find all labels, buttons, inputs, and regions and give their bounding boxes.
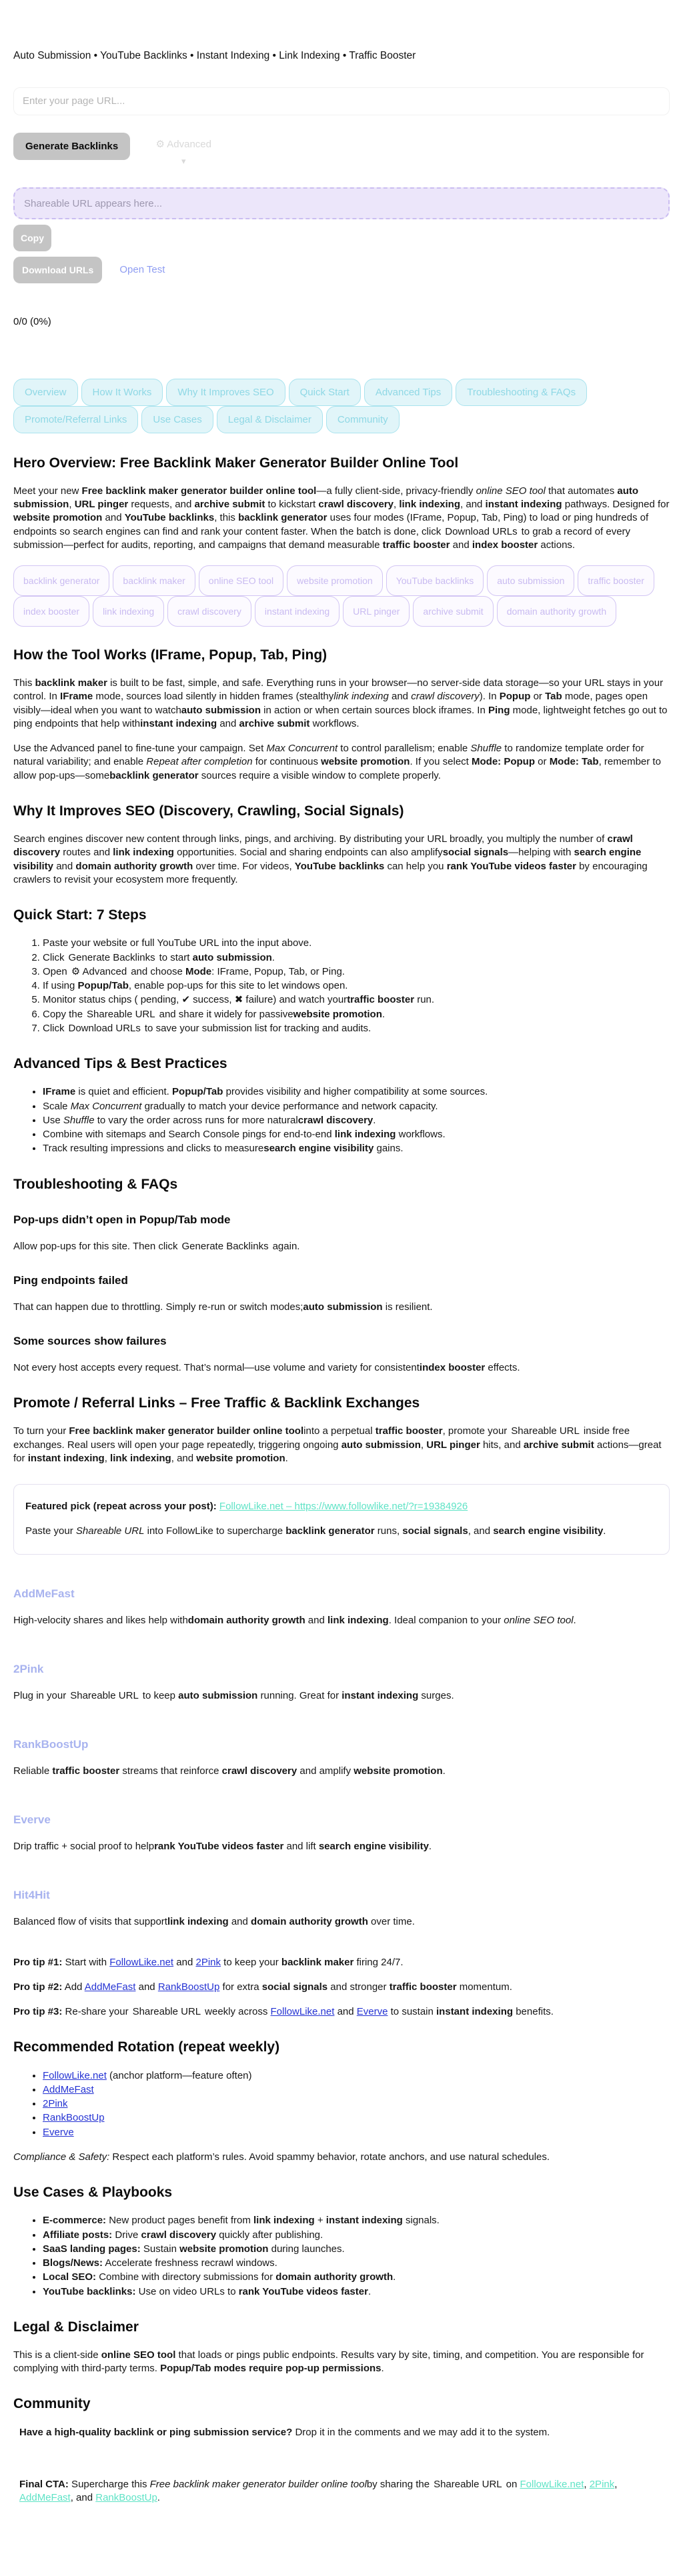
faq-heading: Troubleshooting & FAQs: [13, 1176, 178, 1192]
referral-description: Reliable traffic booster streams that reinforce crawl discovery and amplify website promotion.: [13, 1765, 446, 1777]
referral-link-2pink[interactable]: 2Pink: [13, 1662, 44, 1675]
faq-question-1: Pop-ups didn’t open in Popup/Tab mode: [13, 1213, 231, 1226]
featured-pick-box: [13, 1484, 670, 1555]
inline-link[interactable]: 2Pink: [589, 2478, 615, 2490]
use-case: • SaaS landing pages: Sustain website promotion during launches.: [43, 2243, 670, 2256]
hero-paragraph: Meet your new Free backlink maker generator builder online tool—a fully client-side, privacy-friendly online SEO tool that automates auto submission, URL pinger requests, and archive submit to kickstart crawl discovery, link indexing, and instant indexing pathways. Designed for website promotion and YouTube backlinks, this backlink generator uses four modes (IFrame, Popup, Tab, Ping) to load or ping hundreds of endpoints so search engines can find and rank your content faster. When the batch is done, click Download URLs to grab a record of every submission—perfect for audits, reporting, and campaigns that demand measurable traffic booster and index booster actions.: [13, 485, 670, 551]
referral-link-addmefast[interactable]: AddMeFast: [13, 1587, 75, 1600]
rotation-list: [13, 2069, 670, 2139]
section-nav-chip[interactable]: Promote/Referral Links: [13, 406, 138, 433]
hero-heading: Hero Overview: Free Backlink Maker Generator Builder Online Tool: [13, 455, 459, 471]
inline-link[interactable]: 2Pink: [195, 1956, 221, 1968]
rotation-item: [43, 2111, 670, 2125]
keyword-chip: backlink maker: [113, 565, 195, 596]
section-nav-chip[interactable]: Why It Improves SEO: [166, 379, 285, 406]
advanced-tip: • Use Shuffle to vary the order across runs for more naturalcrawl discovery.: [43, 1114, 670, 1127]
promote-paragraph: To turn your Free backlink maker generator builder online toolinto a perpetual traffic booster, promote your Shareable URL inside free exchanges. Real users will open your page repeatedly, triggering ongoing auto submission, URL pinger hits, and archive submit actions—great for instant indexing, link indexing, and website promotion.: [13, 1425, 662, 1464]
referral-description: Drip traffic + social proof to helprank YouTube videos faster and lift search engine visibility.: [13, 1841, 432, 1853]
quick-start-step: 7. Click Download URLs to save your submission list for tracking and audits.: [43, 1022, 670, 1035]
use-case: • YouTube backlinks: Use on video URLs to rank YouTube videos faster.: [43, 2285, 670, 2299]
faq-question-3: Some sources show failures: [13, 1335, 167, 1348]
inline-link[interactable]: RankBoostUp: [157, 1981, 220, 1993]
final-cta: Final CTA: Supercharge this Free backlink maker generator builder online toolby sharing the Shareable URL on FollowLike.net, 2Pink, AddMeFast, and RankBoostUp.: [19, 2478, 618, 2504]
community-heading: Community: [13, 2396, 91, 2412]
section-nav-chip[interactable]: Community: [326, 406, 400, 433]
rotation-heading: Recommended Rotation (repeat weekly): [13, 2039, 280, 2055]
keyword-chip: domain authority growth: [497, 596, 616, 627]
section-nav-chip[interactable]: Overview: [13, 379, 78, 406]
inline-link[interactable]: FollowLike.net: [520, 2478, 584, 2490]
legal-paragraph: This is a client-side online SEO tool that loads or pings public endpoints. Results vary by site, timing, and competition. You are responsible for complying with third-party terms. Popup/Tab modes require pop-up permissions.: [13, 2349, 644, 2375]
keyword-chip: traffic booster: [578, 565, 654, 596]
gear-icon-label: ⚙ Advanced: [155, 138, 211, 150]
how-paragraph-1: This backlink maker is built to be fast, simple, and safe. Everything runs in your browser—no server-side data storage—so your URL stays in your control. In IFrame mode, sources load silently in hidden frames (stealthylink indexing and crawl discovery). In Popup or Tab mode, pages open visibly—ideal when you want to watchauto submission in action or when certain sources block iframes. In Ping mode, lightweight fetches go out to ping endpoints that help withinstant indexing and archive submit workflows.: [13, 677, 668, 729]
keyword-chip: YouTube backlinks: [386, 565, 484, 596]
section-nav-chip[interactable]: How It Works: [81, 379, 163, 406]
keyword-chip: link indexing: [93, 596, 164, 627]
keyword-chip: URL pinger: [343, 596, 410, 627]
quick-start-step: 4. If using Popup/Tab, enable pop-ups for this site to let windows open.: [43, 979, 670, 993]
use-case: • E-commerce: New product pages benefit from link indexing + instant indexing signals.: [43, 2214, 670, 2227]
feature-tagline: Auto Submission • YouTube Backlinks • Instant Indexing • Link Indexing • Traffic Booster: [13, 50, 416, 61]
inline-link[interactable]: FollowLike.net: [270, 2006, 335, 2018]
keyword-chip: auto submission: [487, 565, 574, 596]
generate-backlinks-button[interactable]: Generate Backlinks: [13, 133, 130, 160]
keyword-chip: crawl discovery: [167, 596, 251, 627]
section-nav-chip[interactable]: Advanced Tips: [364, 379, 452, 406]
pro-tips: [13, 1956, 670, 2019]
referral-link-everve[interactable]: Everve: [13, 1813, 51, 1827]
use-cases-list: [13, 2214, 670, 2299]
advanced-tip: • Scale Max Concurrent gradually to match your device performance and network capacity.: [43, 1100, 670, 1113]
quick-start-list: [13, 937, 670, 1035]
keyword-chip: backlink generator: [13, 565, 109, 596]
faq-question-2: Ping endpoints failed: [13, 1273, 128, 1287]
advanced-tip: • Combine with sitemaps and Search Console pings for end-to-end link indexing workflows.: [43, 1128, 670, 1141]
progress-counter: 0/0 (0%): [13, 316, 51, 328]
keyword-chip: online SEO tool: [199, 565, 283, 596]
section-nav-chip[interactable]: Troubleshooting & FAQs: [456, 379, 587, 406]
faq-answer-1: Allow pop-ups for this site. Then click Generate Backlinks again.: [13, 1240, 300, 1252]
inline-link[interactable]: FollowLike.net: [43, 2069, 107, 2081]
open-test-link[interactable]: Open Test: [119, 264, 165, 276]
advanced-tips-heading: Advanced Tips & Best Practices: [13, 1056, 227, 1072]
why-paragraph: Search engines discover new content through links, pings, and archiving. By distributing your URL broadly, you multiply the number of crawl discovery routes and link indexing opportunities. Social and sharing endpoints can also amplifysocial signals—helping with search engine visibility and domain authority growth over time. For videos, YouTube backlinks can help you rank YouTube videos faster by encouraging crawlers to revisit your ecosystem more frequently.: [13, 833, 648, 885]
community-callout: Have a high-quality backlink or ping submission service? Drop it in the comments and we may add it to the system.: [19, 2426, 550, 2438]
use-cases-heading: Use Cases & Playbooks: [13, 2185, 173, 2201]
featured-pick-line: Featured pick (repeat across your post): FollowLike.net – https://www.followlike.net/?r=19384926: [25, 1501, 468, 1513]
inline-link[interactable]: AddMeFast: [19, 2492, 71, 2504]
keyword-chip: instant indexing: [255, 596, 339, 627]
use-case: • Blogs/News: Accelerate freshness recrawl windows.: [43, 2257, 670, 2270]
pro-tip-1: Pro tip #1: Start with FollowLike.net and 2Pink to keep your backlink maker firing 24/7.: [13, 1956, 404, 1968]
use-case: • Local SEO: Combine with directory submissions for domain authority growth.: [43, 2271, 670, 2284]
advanced-toggle-button[interactable]: [150, 133, 217, 169]
use-case: • Affiliate posts: Drive crawl discovery quickly after publishing.: [43, 2229, 670, 2242]
referral-link-hit4hit[interactable]: Hit4Hit: [13, 1889, 50, 1902]
quick-start-step: 1. Paste your website or full YouTube URL into the input above.: [43, 937, 670, 950]
inline-link[interactable]: Everve: [356, 2006, 388, 2018]
quick-start-step: 3. Open ⚙ Advanced and choose Mode: IFrame, Popup, Tab, or Ping.: [43, 965, 670, 979]
inline-link[interactable]: AddMeFast: [43, 2083, 94, 2095]
compliance-note: Compliance & Safety: Respect each platform’s rules. Avoid spammy behavior, rotate anchors, and use natural schedules.: [13, 2151, 550, 2163]
referral-link-rankboostup[interactable]: RankBoostUp: [13, 1738, 89, 1751]
legal-heading: Legal & Disclaimer: [13, 2319, 139, 2335]
quick-start-heading: Quick Start: 7 Steps: [13, 907, 147, 923]
advanced-tips-list: [13, 1085, 670, 1155]
copy-button[interactable]: Copy: [13, 225, 51, 251]
keyword-chip-list: [13, 565, 670, 627]
why-heading: Why It Improves SEO (Discovery, Crawling, Social Signals): [13, 803, 404, 819]
keyword-chip: archive submit: [413, 596, 493, 627]
rotation-item: [43, 2097, 670, 2111]
faq-answer-3: Not every host accepts every request. That’s normal—use volume and variety for consistentindex booster effects.: [13, 1362, 520, 1373]
keyword-chip: website promotion: [287, 565, 383, 596]
faq-answer-2: That can happen due to throttling. Simply re-run or switch modes;auto submission is resilient.: [13, 1301, 433, 1313]
referral-description: Plug in your Shareable URL to keep auto submission running. Great for instant indexing surges.: [13, 1689, 454, 1701]
download-urls-button[interactable]: Download URLs: [13, 257, 102, 283]
how-paragraph-2: Use the Advanced panel to fine-tune your campaign. Set Max Concurrent to control parallelism; enable Shuffle to randomize template order for natural variability; and enable Repeat after completion for continuous website promotion. If you select Mode: Popup or Mode: Tab, remember to allow pop-ups—somebacklink generator sources require a visible window to complete properly.: [13, 743, 661, 781]
referral-description: High-velocity shares and likes help withdomain authority growth and link indexing. Ideal companion to your online SEO tool.: [13, 1614, 576, 1626]
inline-link[interactable]: FollowLike.net: [109, 1956, 174, 1968]
quick-start-step: 2. Click Generate Backlinks to start auto submission.: [43, 951, 670, 965]
inline-link[interactable]: Everve: [43, 2126, 74, 2138]
inline-link[interactable]: FollowLike.net – https://www.followlike.net/?r=19384926: [219, 1501, 468, 1513]
keyword-chip: index booster: [13, 596, 89, 627]
inline-link[interactable]: AddMeFast: [84, 1981, 136, 1993]
quick-start-step: 5. Monitor status chips ( pending, ✔ success, ✖ failure) and watch yourtraffic booster run.: [43, 993, 670, 1007]
how-heading: How the Tool Works (IFrame, Popup, Tab, Ping): [13, 647, 327, 663]
download-row: [13, 257, 670, 283]
promote-heading: Promote / Referral Links – Free Traffic & Backlink Exchanges: [13, 1395, 420, 1411]
inline-link[interactable]: RankBoostUp: [95, 2492, 157, 2504]
generate-row: [13, 133, 670, 169]
chevron-down-icon: ▾: [181, 155, 186, 166]
section-nav-chip[interactable]: Quick Start: [289, 379, 361, 406]
section-nav-chip[interactable]: Legal & Disclaimer: [217, 406, 323, 433]
inline-link[interactable]: RankBoostUp: [43, 2112, 105, 2124]
referral-description: Balanced flow of visits that supportlink indexing and domain authority growth over time.: [13, 1916, 415, 1928]
rotation-item: [43, 2126, 670, 2139]
shareable-url-output[interactable]: [13, 187, 670, 219]
inline-link[interactable]: 2Pink: [43, 2098, 68, 2110]
page-url-input[interactable]: [13, 87, 670, 115]
rotation-item: [43, 2083, 670, 2097]
featured-pick-description: Paste your Shareable URL into FollowLike to supercharge backlink generator runs, social signals, and search engine visibility.: [25, 1525, 606, 1537]
advanced-tip: • IFrame is quiet and efficient. Popup/Tab provides visibility and higher compatibility at some sources.: [43, 1085, 670, 1099]
pro-tip-2: Pro tip #2: Add AddMeFast and RankBoostUp for extra social signals and stronger traffic booster momentum.: [13, 1981, 512, 1993]
section-nav: [13, 379, 670, 433]
rotation-item: • FollowLike.net (anchor platform—feature often): [43, 2069, 670, 2083]
pro-tip-3: Pro tip #3: Re-share your Shareable URL weekly across FollowLike.net and Everve to sustain instant indexing benefits.: [13, 2006, 554, 2018]
quick-start-step: 6. Copy the Shareable URL and share it widely for passivewebsite promotion.: [43, 1008, 670, 1021]
advanced-tip: • Track resulting impressions and clicks to measuresearch engine visibility gains.: [43, 1142, 670, 1155]
section-nav-chip[interactable]: Use Cases: [141, 406, 213, 433]
